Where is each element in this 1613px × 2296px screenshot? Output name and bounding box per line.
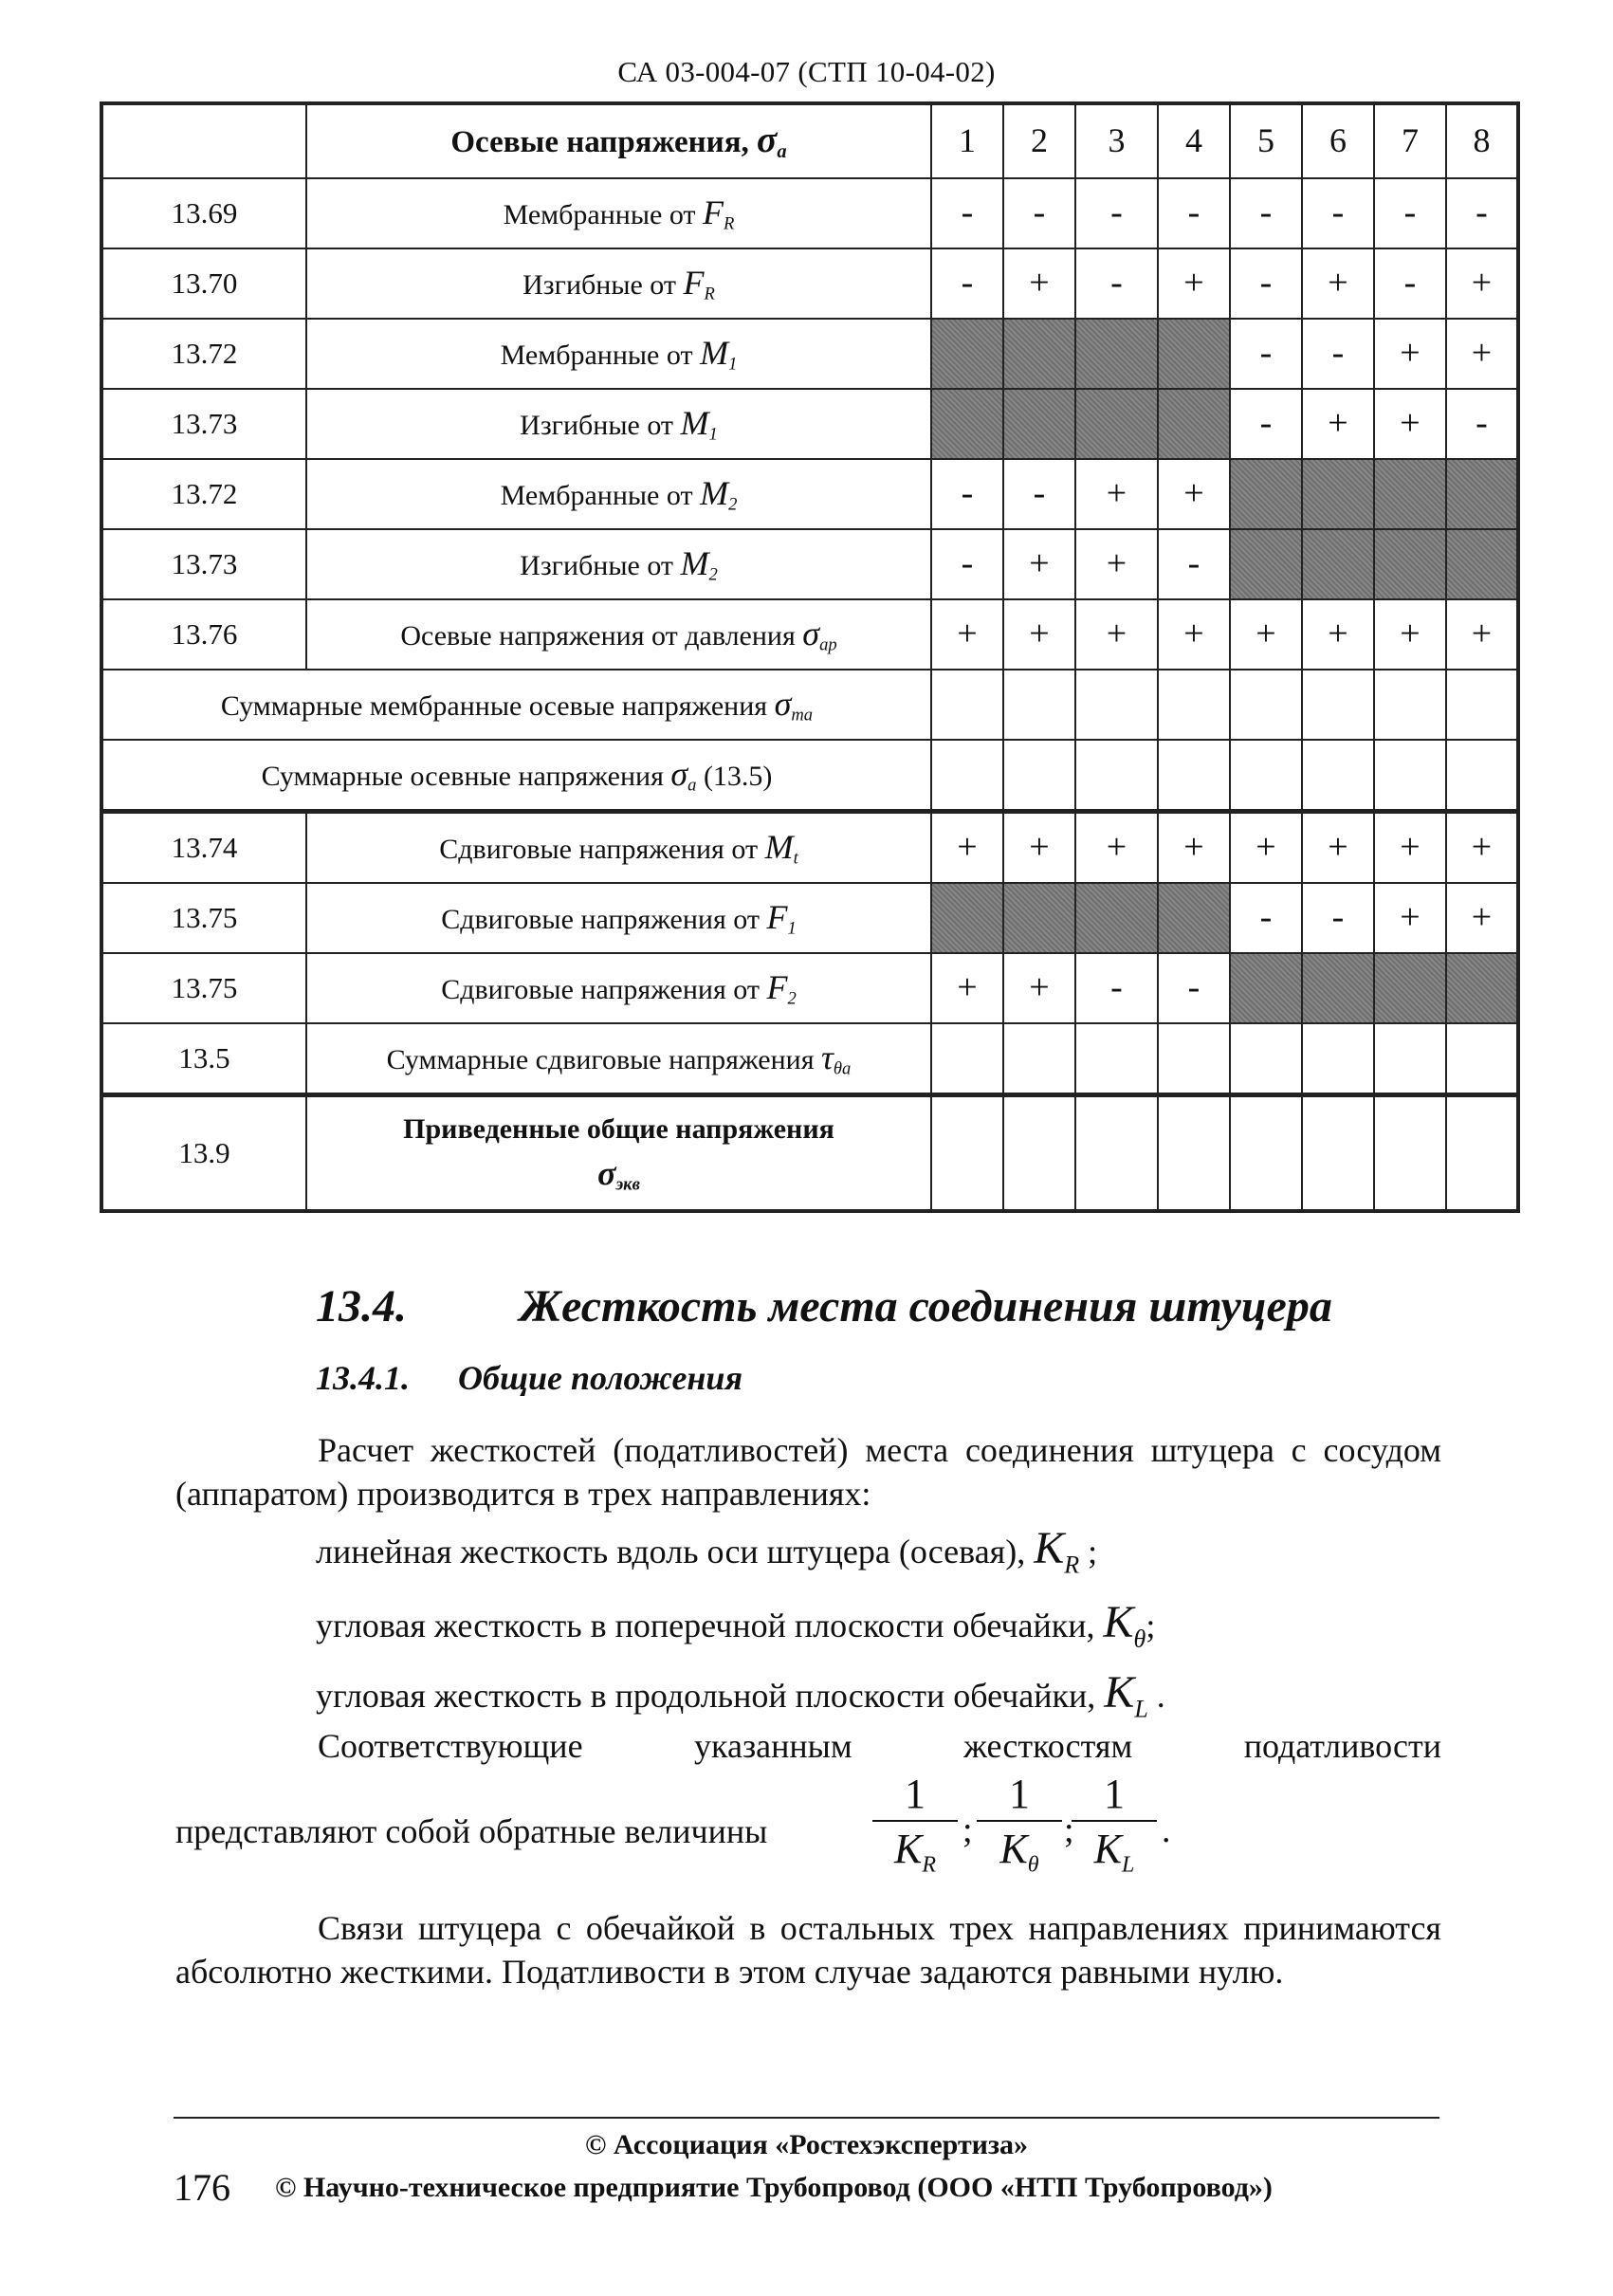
sign-cell: + <box>1158 599 1230 670</box>
row-label: Мембранные от $M_2$ <box>306 459 931 529</box>
sign-cell: - <box>1446 389 1518 459</box>
footer-divider <box>174 2117 1439 2119</box>
sign-cell: - <box>1158 953 1230 1023</box>
shaded-cell <box>1075 883 1158 953</box>
column-number: 2 <box>1003 103 1075 178</box>
table-cell <box>1374 1023 1446 1095</box>
table-row <box>101 178 1518 248</box>
page-number: 176 <box>174 2166 230 2209</box>
sign-cell: + <box>1003 599 1075 670</box>
sign-cell: + <box>1374 883 1446 953</box>
summary-membrane-row <box>101 670 1518 740</box>
table-row <box>101 812 1518 884</box>
row-label: Суммарные мембранные осевые напряжения $\sigma_{ma}$ <box>101 670 931 740</box>
shaded-cell <box>1003 319 1075 389</box>
table-header-row <box>101 103 1518 178</box>
subsection-number: 13.4.1. <box>316 1359 410 1397</box>
fraction-ktheta: $\frac{1}{K_\theta}$ <box>977 1769 1062 1893</box>
sign-cell: + <box>931 953 1003 1023</box>
equivalent-stress-row <box>101 1095 1518 1212</box>
separator: ; <box>962 1810 973 1850</box>
sign-cell: - <box>1158 178 1230 248</box>
sign-cell: + <box>1302 812 1374 884</box>
formula-ref: 13.72 <box>101 319 306 389</box>
shaded-cell <box>1003 883 1075 953</box>
table-cell <box>101 103 306 178</box>
sign-cell: + <box>1446 883 1518 953</box>
table-cell <box>1230 1095 1302 1212</box>
sign-cell: + <box>1446 319 1518 389</box>
sign-cell: - <box>1230 248 1302 319</box>
row-label: Суммарные осевные напряжения $\sigma_a$ (13.5) <box>101 740 931 812</box>
paragraph-3: Связи штуцера с обечайкой в остальных трех направлениях принимаются абсолютно жесткими. Податливости в этом случае задаются равными нулю. <box>175 1909 1441 1991</box>
document-header: СА 03-004-07 (СТП 10-04-02) <box>617 55 996 88</box>
sign-cell: - <box>1230 178 1302 248</box>
column-number: 7 <box>1374 103 1446 178</box>
table-row <box>101 319 1518 389</box>
row-label: Сдвиговые напряжения от $F_2$ <box>306 953 931 1023</box>
sign-cell: + <box>1302 248 1374 319</box>
sign-cell: - <box>1374 178 1446 248</box>
sign-cell: + <box>1446 812 1518 884</box>
section-title: Жесткость места соединения штуцера <box>520 1281 1332 1332</box>
table-cell <box>1374 1095 1446 1212</box>
table-cell <box>1302 1023 1374 1095</box>
sign-cell: + <box>1003 953 1075 1023</box>
subsection-title: Общие положения <box>458 1359 742 1397</box>
table-cell <box>1230 670 1302 740</box>
stiffness-item-2: угловая жесткость в поперечной плоскости обечайки, $K_\theta$; <box>316 1597 1156 1653</box>
shaded-cell <box>1374 953 1446 1023</box>
sign-cell: + <box>1374 389 1446 459</box>
sign-cell: - <box>1075 178 1158 248</box>
column-number: 5 <box>1230 103 1302 178</box>
sign-cell: + <box>1158 459 1230 529</box>
table-cell <box>1302 1095 1374 1212</box>
table-cell <box>931 740 1003 812</box>
paragraph-1: Расчет жесткостей (податливостей) места соединения штуцера с сосудом (аппаратом) производится в трех направлениях: <box>175 1431 1441 1513</box>
row-label: Приведенные общие напряжения $\sigma_{экв}$ <box>306 1095 931 1212</box>
column-number: 1 <box>931 103 1003 178</box>
sign-cell: + <box>1374 812 1446 884</box>
subsection-heading <box>316 1358 742 1398</box>
sign-cell: - <box>1230 883 1302 953</box>
table-cell <box>1003 1023 1075 1095</box>
stress-table <box>100 101 1520 1213</box>
column-header-title: Осевые напряжения, $\sigma_a$ <box>306 103 931 178</box>
table-cell <box>1075 1023 1158 1095</box>
shaded-cell <box>1158 883 1230 953</box>
table-row <box>101 953 1518 1023</box>
sign-cell: + <box>1446 599 1518 670</box>
paragraph-2a: Соответствующие указанным жесткостям податливости <box>318 1727 1441 1765</box>
shaded-cell <box>1230 953 1302 1023</box>
summary-axial-row <box>101 740 1518 812</box>
shaded-cell <box>1003 389 1075 459</box>
sign-cell: + <box>1158 248 1230 319</box>
table-cell <box>1075 1095 1158 1212</box>
table-cell <box>931 1095 1003 1212</box>
formula-ref: 13.76 <box>101 599 306 670</box>
section-number: 13.4. <box>316 1281 407 1332</box>
sign-cell: - <box>1302 178 1374 248</box>
shaded-cell <box>1230 459 1302 529</box>
shaded-cell <box>1446 459 1518 529</box>
row-label: Суммарные сдвиговые напряжения $\tau_{\theta a}$ <box>306 1023 931 1095</box>
sign-cell: - <box>931 178 1003 248</box>
sign-cell: + <box>1230 812 1302 884</box>
table-cell <box>1302 670 1374 740</box>
formula-ref: 13.72 <box>101 459 306 529</box>
table-row <box>101 248 1518 319</box>
table-cell <box>931 670 1003 740</box>
row-label: Изгибные от $M_1$ <box>306 389 931 459</box>
table-row <box>101 599 1518 670</box>
row-label: Мембранные от $F_R$ <box>306 178 931 248</box>
sign-cell: - <box>1230 319 1302 389</box>
footer-copyright-1: © Ассоциация «Ростехэкспертиза» <box>584 2129 1029 2160</box>
formula-ref: 13.73 <box>101 389 306 459</box>
formula-ref: 13.74 <box>101 812 306 884</box>
row-label: Осевые напряжения от давления $\sigma_{ap}$ <box>306 599 931 670</box>
shaded-cell <box>1302 953 1374 1023</box>
table-cell <box>1075 670 1158 740</box>
shaded-cell <box>1374 459 1446 529</box>
sign-cell: + <box>1158 812 1230 884</box>
sign-cell: - <box>1158 529 1230 599</box>
footer-copyright-2: © Научно-техническое предприятие Трубопровод (ООО «НТП Трубопровод») <box>275 2172 1273 2203</box>
table-row <box>101 389 1518 459</box>
shaded-cell <box>931 389 1003 459</box>
stiffness-item-1: линейная жесткость вдоль оси штуцера (осевая), $K_R$ ; <box>316 1523 1098 1579</box>
sign-cell: - <box>931 459 1003 529</box>
table-cell <box>1230 1023 1302 1095</box>
row-label: Сдвиговые напряжения от $F_1$ <box>306 883 931 953</box>
sign-cell: + <box>1075 529 1158 599</box>
shaded-cell <box>1158 319 1230 389</box>
section-heading <box>316 1280 1332 1332</box>
sign-cell: + <box>1075 812 1158 884</box>
sign-cell: + <box>1003 529 1075 599</box>
sign-cell: + <box>1003 812 1075 884</box>
table-cell <box>1302 740 1374 812</box>
sign-cell: + <box>931 812 1003 884</box>
paragraph-2b: представляют собой обратные величины <box>175 1812 768 1850</box>
table-cell <box>1446 670 1518 740</box>
table-cell <box>1158 1023 1230 1095</box>
table-cell <box>1158 670 1230 740</box>
sign-cell: - <box>1446 178 1518 248</box>
table-cell <box>1374 670 1446 740</box>
table-row <box>101 529 1518 599</box>
sign-cell: - <box>1302 883 1374 953</box>
sign-cell: - <box>1003 459 1075 529</box>
shaded-cell <box>1302 459 1374 529</box>
shaded-cell <box>1374 529 1446 599</box>
column-number: 8 <box>1446 103 1518 178</box>
formula-ref: 13.73 <box>101 529 306 599</box>
table-cell <box>1003 670 1075 740</box>
table-row <box>101 459 1518 529</box>
sign-cell: + <box>1075 459 1158 529</box>
table-cell <box>931 1023 1003 1095</box>
formula-ref: 13.75 <box>101 953 306 1023</box>
shear-sum-row <box>101 1023 1518 1095</box>
table-cell <box>1446 1023 1518 1095</box>
shaded-cell <box>1230 529 1302 599</box>
table-cell <box>1374 740 1446 812</box>
formula-ref: 13.70 <box>101 248 306 319</box>
row-label: Мембранные от $M_1$ <box>306 319 931 389</box>
sign-cell: - <box>931 248 1003 319</box>
formula-ref: 13.5 <box>101 1023 306 1095</box>
shaded-cell <box>1075 319 1158 389</box>
fraction-kr: $\frac{1}{K_R}$ <box>872 1769 958 1893</box>
formula-ref: 13.9 <box>101 1095 306 1212</box>
row-label: Изгибные от $M_2$ <box>306 529 931 599</box>
sign-cell: - <box>1075 953 1158 1023</box>
sign-cell: + <box>1230 599 1302 670</box>
shaded-cell <box>931 883 1003 953</box>
column-number: 6 <box>1302 103 1374 178</box>
shaded-cell <box>1446 953 1518 1023</box>
formula-ref: 13.69 <box>101 178 306 248</box>
sign-cell: - <box>1075 248 1158 319</box>
table-cell <box>1003 1095 1075 1212</box>
sign-cell: + <box>931 599 1003 670</box>
shaded-cell <box>1446 529 1518 599</box>
sign-cell: - <box>1302 319 1374 389</box>
table-cell <box>1158 740 1230 812</box>
shaded-cell <box>1075 389 1158 459</box>
sign-cell: + <box>1302 599 1374 670</box>
table-cell <box>1446 1095 1518 1212</box>
fraction-kl: $\frac{1}{K_L}$ <box>1072 1769 1157 1893</box>
table-cell <box>1446 740 1518 812</box>
sign-cell: + <box>1075 599 1158 670</box>
formula-ref: 13.75 <box>101 883 306 953</box>
row-label: Изгибные от $F_R$ <box>306 248 931 319</box>
sign-cell: + <box>1374 599 1446 670</box>
table-row <box>101 883 1518 953</box>
sign-cell: + <box>1374 319 1446 389</box>
separator: ; <box>1064 1810 1074 1850</box>
stiffness-item-3: угловая жесткость в продольной плоскости обечайки, $K_L$ . <box>316 1667 1165 1723</box>
column-number: 4 <box>1158 103 1230 178</box>
sign-cell: - <box>1374 248 1446 319</box>
table-cell <box>1230 740 1302 812</box>
sign-cell: - <box>931 529 1003 599</box>
table-cell <box>1158 1095 1230 1212</box>
column-number: 3 <box>1075 103 1158 178</box>
sign-cell: + <box>1003 248 1075 319</box>
shaded-cell <box>1302 529 1374 599</box>
sign-cell: + <box>1302 389 1374 459</box>
period: . <box>1162 1810 1171 1850</box>
shaded-cell <box>931 319 1003 389</box>
shaded-cell <box>1158 389 1230 459</box>
sign-cell: - <box>1230 389 1302 459</box>
sign-cell: + <box>1446 248 1518 319</box>
sign-cell: - <box>1003 178 1075 248</box>
table-cell <box>1075 740 1158 812</box>
table-cell <box>1003 740 1075 812</box>
row-label: Сдвиговые напряжения от $M_t$ <box>306 812 931 884</box>
